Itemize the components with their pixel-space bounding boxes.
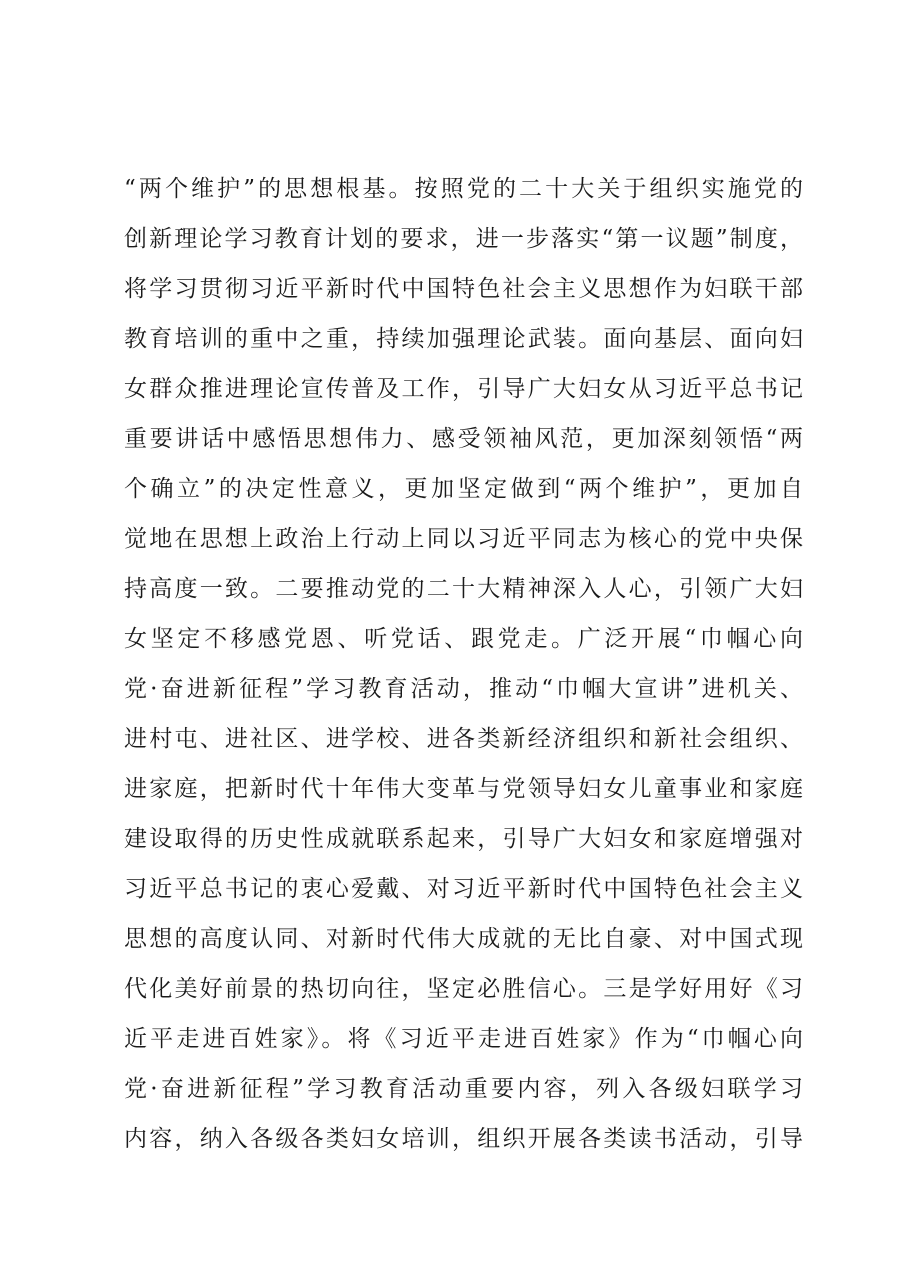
text-line: 党·奋进新征程”学习教育活动，推动“巾帼大宣讲”进机关、 xyxy=(124,676,804,702)
text-line: 觉地在思想上政治上行动上同以习近平同志为核心的党中央保 xyxy=(124,526,804,552)
text-line: 女群众推进理论宣传普及工作，引导广大妇女从习近平总书记 xyxy=(124,376,804,402)
text-line: 重要讲话中感悟思想伟力、感受领袖风范，更加深刻领悟“两 xyxy=(124,426,804,452)
body-paragraph xyxy=(124,170,804,1170)
text-line: 思想的高度认同、对新时代伟大成就的无比自豪、对中国式现 xyxy=(124,926,804,952)
text-line: 进村屯、进社区、进学校、进各类新经济组织和新社会组织、 xyxy=(124,726,804,752)
text-line: 代化美好前景的热切向往，坚定必胜信心。三是学好用好《习 xyxy=(124,976,804,1002)
text-line: 创新理论学习教育计划的要求，进一步落实“第一议题”制度， xyxy=(124,226,804,252)
text-line: 个确立”的决定性意义，更加坚定做到“两个维护”，更加自 xyxy=(124,476,804,502)
text-line: 内容，纳入各级各类妇女培训，组织开展各类读书活动，引导 xyxy=(124,1126,804,1152)
text-line: 建设取得的历史性成就联系起来，引导广大妇女和家庭增强对 xyxy=(124,826,804,852)
text-line: 近平走进百姓家》。将《习近平走进百姓家》作为“巾帼心向 xyxy=(124,1026,804,1052)
text-line: 教育培训的重中之重，持续加强理论武装。面向基层、面向妇 xyxy=(124,326,804,352)
text-line: 将学习贯彻习近平新时代中国特色社会主义思想作为妇联干部 xyxy=(124,276,804,302)
text-line: 党·奋进新征程”学习教育活动重要内容，列入各级妇联学习 xyxy=(124,1076,804,1102)
text-line: “两个维护”的思想根基。按照党的二十大关于组织实施党的 xyxy=(124,176,804,202)
text-line: 女坚定不移感党恩、听党话、跟党走。广泛开展“巾帼心向 xyxy=(124,626,804,652)
text-line: 持高度一致。二要推动党的二十大精神深入人心，引领广大妇 xyxy=(124,576,804,602)
text-line: 习近平总书记的衷心爱戴、对习近平新时代中国特色社会主义 xyxy=(124,876,804,902)
text-line: 进家庭，把新时代十年伟大变革与党领导妇女儿童事业和家庭 xyxy=(124,776,804,802)
